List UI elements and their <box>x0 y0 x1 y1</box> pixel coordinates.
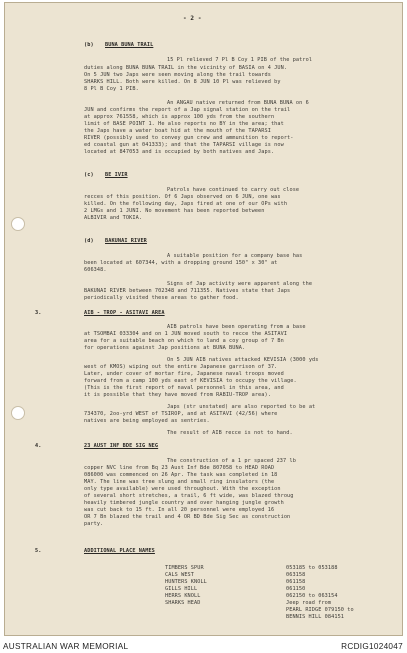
place-ref: 053185 to 053188 <box>286 565 338 571</box>
section-title: 23 AUST INF BDE SIG NEG <box>84 443 159 449</box>
section-number: 4. <box>35 443 42 449</box>
page-number: - 2 - <box>183 15 202 22</box>
section-label: (d) <box>84 238 94 244</box>
punch-hole <box>11 217 25 231</box>
text-line: copper NVC line from Bq 23 Aust Inf Bde 807058 to HEAD ROAD <box>84 465 275 471</box>
text-line: 086000 was commenced on 26 Apr. The task was completed in 18 <box>84 472 278 478</box>
text-line: Patrols have continued to carry out close <box>167 187 300 193</box>
section-title: BE IVIR <box>105 172 128 178</box>
text-line: only type available) were used throughout. With the exception <box>84 486 281 492</box>
text-line: duties along BUNA BUNA TRAIL in the vicinity of BASIA on 4 JUN. <box>84 65 288 71</box>
document-page <box>4 2 403 636</box>
text-line: A suitable position for a company base has <box>167 253 303 259</box>
section-number: 5. <box>35 548 42 554</box>
text-line: been located at 607344, with a dropping ground 150" x 30" at <box>84 260 278 266</box>
place-ref: PEARL RIDGE 079150 to <box>286 607 354 613</box>
text-line: (This is the first report of naval personnel in this area, and <box>84 385 284 391</box>
text-line: it is possible that they have moved from RABIU-TROP area). <box>84 392 271 398</box>
place-name: HUNTERS KNOLL <box>165 579 207 585</box>
text-line: Later, under cover of mortar fire, Japanese naval troops moved <box>84 371 284 377</box>
text-line: An ANGAU native returned from BUNA BUNA on 6 <box>167 100 309 106</box>
text-line: of several short stretches, a trail, 6 ft wide, was blazed throug <box>84 493 294 499</box>
text-line: for operations against Jap positions at BUNA BUNA. <box>84 345 246 351</box>
footer-source: AUSTRALIAN WAR MEMORIAL <box>3 642 129 651</box>
section-title: AIB - TROP - ASITAVI AREA <box>84 310 165 316</box>
place-ref: 061158 <box>286 579 306 585</box>
place-name: TIMBERS SPUR <box>165 565 204 571</box>
text-line: JUN and confirms the report of a Jap signal station on the trail <box>84 107 291 113</box>
text-line: MAY. The line was tree slung and small ring insulators (the <box>84 479 275 485</box>
section-label: (b) <box>84 42 94 48</box>
place-name: HERRS KNOLL <box>165 593 201 599</box>
text-line: area for a suitable beach on which to land a coy group of 7 Bn <box>84 338 284 344</box>
place-name: SHARKS HEAD <box>165 600 201 606</box>
text-line: ed coastal gun at 041333); and that the TAPARSI village is now <box>84 142 284 148</box>
text-line: On 5 JUN AIB natives attacked KEVISIA (3000 yds <box>167 357 319 363</box>
text-line: west of KMOS) wiping out the entire Japanese garrison of 37. <box>84 364 278 370</box>
text-line: RIVER (possibly used to convey gun crew and ammunition to report- <box>84 135 294 141</box>
section-title: ADDITIONAL PLACE NAMES <box>84 548 155 554</box>
text-line: 15 Pl relieved 7 Pl B Coy 1 PIB of the patrol <box>167 57 313 63</box>
text-line: the Japs have a water boat hid at the mouth of the TAPARSI <box>84 128 271 134</box>
text-line: The result of AIB recce is not to hand. <box>167 430 293 436</box>
text-line: Signs of Jap activity were apparent along the <box>167 281 313 287</box>
text-line: periodically visited these areas to gather food. <box>84 295 239 301</box>
text-line: AIB patrols have been operating from a base <box>167 324 306 330</box>
text-line: OR 7 Bn blazed the trail and 4 OR BD Bde Sig Sec as construction <box>84 514 291 520</box>
text-line: recces of this position. Of 6 Japs observed on 6 JUN, one was <box>84 194 281 200</box>
text-line: The construction of a 1 pr spaced 237 lb <box>167 458 296 464</box>
text-line: 8 Pl B Coy 1 PIB. <box>84 86 139 92</box>
place-name: CALS WEST <box>165 572 195 578</box>
text-line: 606348. <box>84 267 107 273</box>
place-ref: BENNIS HILL 084151 <box>286 614 345 620</box>
section-label: (c) <box>84 172 94 178</box>
text-line: party. <box>84 521 104 527</box>
text-line: Japs (str unstated) are also reported to be at <box>167 404 316 410</box>
section-number: 3. <box>35 310 42 316</box>
place-ref: 061150 <box>286 586 306 592</box>
text-line: SHARKS HILL. Both were killed. On 8 JUN 10 Pl was relieved by <box>84 79 281 85</box>
text-line: BAKUNAI RIVER between 702348 and 711355. Natives state that Japs <box>84 288 291 294</box>
text-line: forward from a camp 100 yds east of KEVISIA to occupy the village. <box>84 378 297 384</box>
text-line: limit of BASE POINT 1. He also reports no BY in the area; that <box>84 121 284 127</box>
section-title: BUNA BUNA TRAIL <box>105 42 154 48</box>
text-line: 734370, 2oo-yrd WEST of TSIROP, and at ASITAVI (42/56) where <box>84 411 278 417</box>
text-line: ALBIVIR and TOKIA. <box>84 215 143 221</box>
text-line: was cut back to 15 ft. In all 20 personnel were employed 16 <box>84 507 275 513</box>
text-line: heavily timbered jungle country and over hanging jungle growth <box>84 500 284 506</box>
place-ref: 063158 <box>286 572 306 578</box>
footer-reference: RCDIG1024047 <box>341 642 403 651</box>
text-line: at TSOMBAI 033304 and on 1 JUN moved south to recce the ASITAVI <box>84 331 288 337</box>
place-ref: 062150 to 063154 <box>286 593 338 599</box>
text-line: On 5 JUN two Japs were seen moving along the trail towards <box>84 72 271 78</box>
archive-footer <box>0 636 407 653</box>
text-line: 2 LMGs and 1 JUNI. No movement has been reported between <box>84 208 265 214</box>
text-line: killed. On the following day, Japs fired at one of our OPs with <box>84 201 288 207</box>
punch-hole <box>11 406 25 420</box>
text-line: natives are being employed as sentries. <box>84 418 210 424</box>
place-ref: Jeep road from <box>286 600 332 606</box>
text-line: located at 847053 and is occupied by both natives and Japs. <box>84 149 275 155</box>
section-title: BAKUNAI RIVER <box>105 238 147 244</box>
text-line: at approx 761558, which is approx 100 yds from the southern <box>84 114 275 120</box>
place-name: GILLS HILL <box>165 586 198 592</box>
